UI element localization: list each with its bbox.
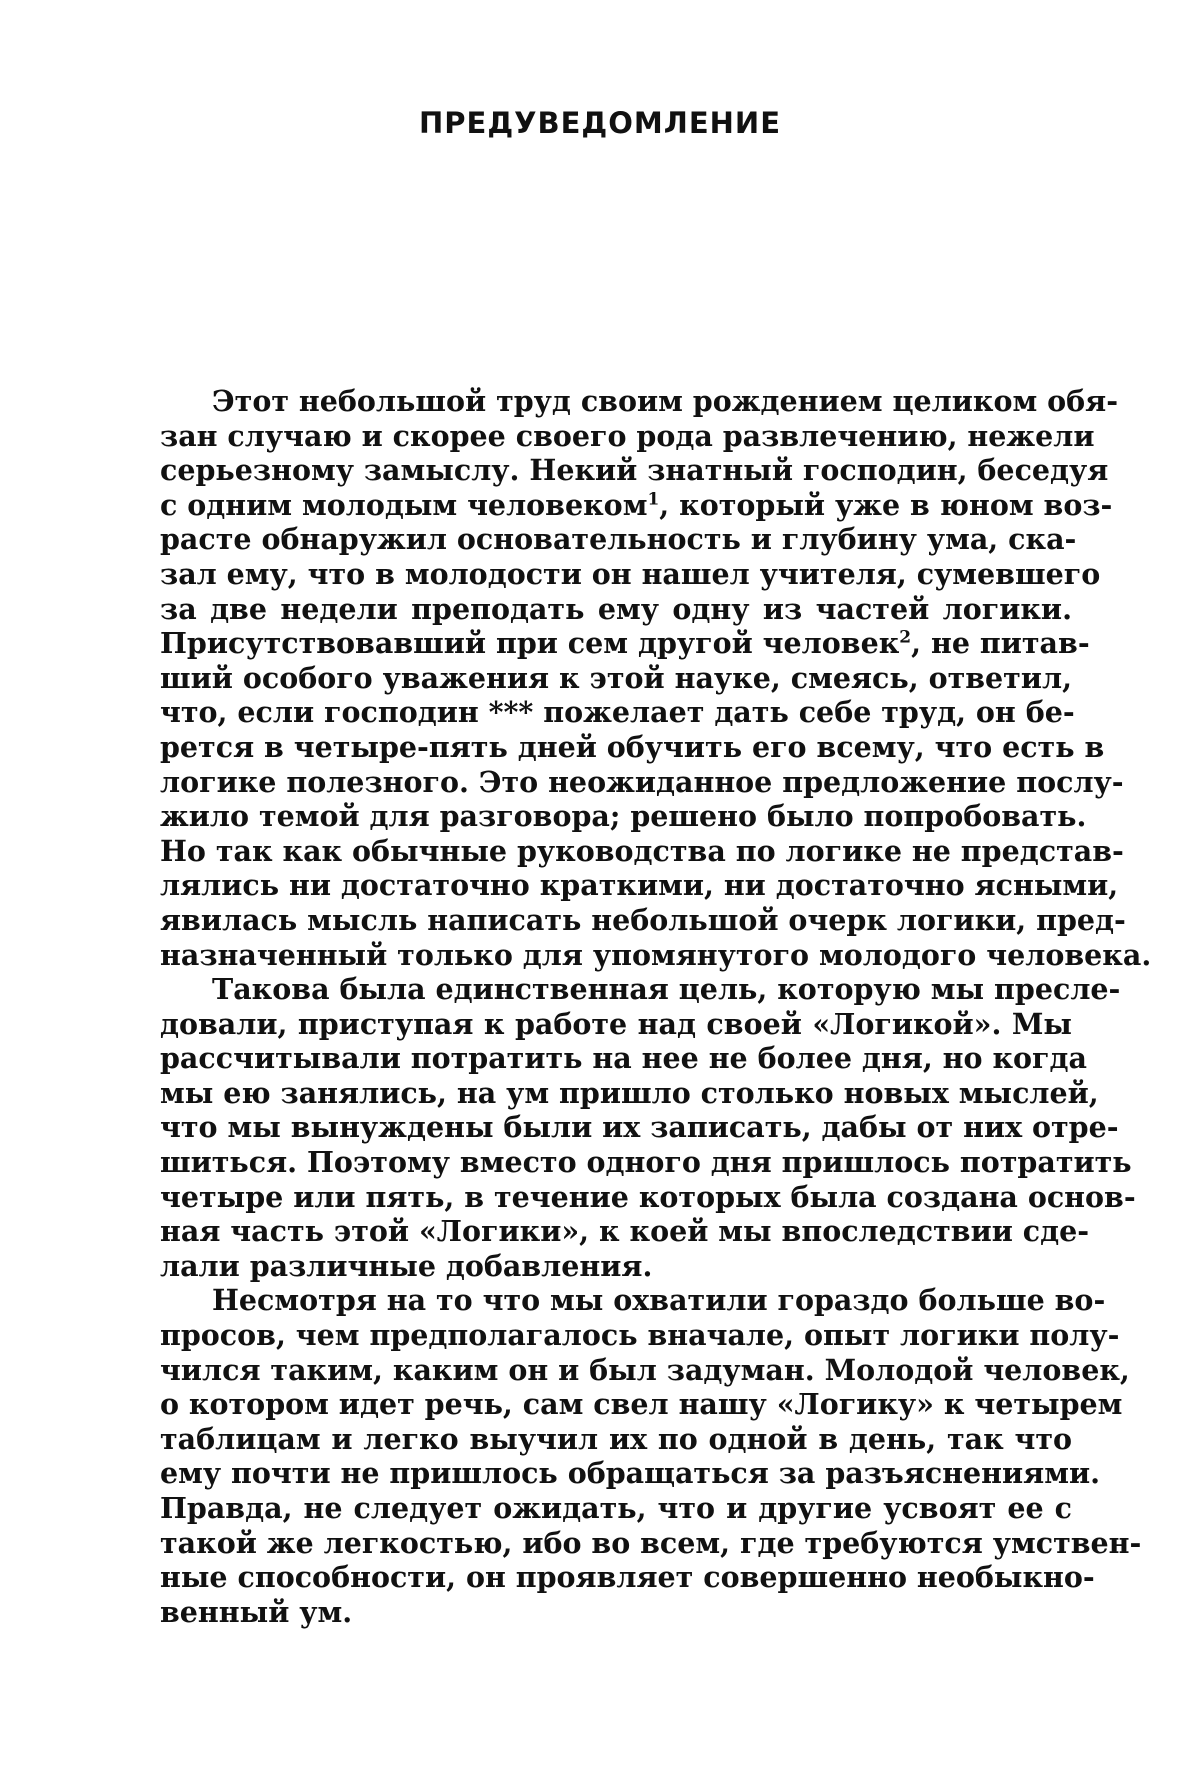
- text-line: ему почти не пришлось обращаться за разъяснениями.: [160, 1456, 1101, 1491]
- text-line: Правда, не следует ожидать, что и другие усвоят ее с: [160, 1491, 1072, 1525]
- body-text: [160, 384, 1152, 1629]
- page-heading: ПРЕДУВЕДОМЛЕНИЕ: [418, 106, 782, 140]
- text-line: мы ею занялись, на ум пришло столько новых мыслей,: [160, 1075, 1099, 1110]
- text-segment: , не питав-: [911, 626, 1090, 661]
- text-line: венный ум.: [160, 1594, 353, 1629]
- text-line: лялись ни достаточно краткими, ни достаточно ясными,: [160, 868, 1119, 903]
- text-line: зан случаю и скорее своего рода развлечению, нежели: [160, 418, 1095, 453]
- text-line: рется в четыре-пять дней обучить его всему, что есть в: [160, 729, 1105, 764]
- footnote-marker: 2: [899, 627, 912, 648]
- paragraph: [160, 1283, 1142, 1629]
- text-line: жило темой для разговора; решено было попробовать.: [160, 799, 1087, 834]
- text-segment: Присутствовавший при сем другой человек: [160, 626, 900, 661]
- text-line: расте обнаружил основательность и глубину ума, ска-: [160, 522, 1077, 557]
- text-line: назначенный только для упомянутого молодого человека.: [160, 937, 1152, 972]
- text-line: Но так как обычные руководства по логике не представ-: [160, 833, 1124, 868]
- text-line: просов, чем предполагалось вначале, опыт логики полу-: [160, 1318, 1120, 1353]
- text-line: рассчитывали потратить на нее не более дня, но когда: [160, 1041, 1087, 1076]
- text-segment: с одним молодым человеком: [160, 487, 648, 522]
- text-line: Такова была единственная цель, которую мы пресле-: [212, 972, 1121, 1007]
- text-line: довали, приступая к работе над своей «Логикой». Мы: [160, 1006, 1072, 1041]
- text-line: за две недели преподать ему одну из частей логики.: [160, 591, 1072, 626]
- footnote-marker: 1: [647, 489, 660, 510]
- text-line: явилась мысль написать небольшой очерк логики, пред-: [160, 902, 1126, 937]
- text-line: такой же легкостью, ибо во всем, где требуются умствен-: [160, 1525, 1142, 1560]
- paragraph: [160, 972, 1136, 1283]
- text-line: логике полезного. Это неожиданное предложение послу-: [160, 764, 1124, 799]
- text-line: [160, 626, 1090, 661]
- text-line: о котором идет речь, сам свел нашу «Логику» к четырем: [160, 1387, 1123, 1422]
- text-line: таблицам и легко выучил их по одной в день, так что: [160, 1421, 1072, 1456]
- text-line: что, если господин *** пожелает дать себе труд, он бе-: [160, 695, 1075, 730]
- text-line: лали различные добавления.: [160, 1248, 653, 1283]
- text-line: Этот небольшой труд своим рождением целиком обя-: [212, 384, 1119, 418]
- text-line: что мы вынуждены были их записать, дабы от них отре-: [160, 1110, 1119, 1145]
- text-line: серьезному замыслу. Некий знатный господин, беседуя: [160, 453, 1109, 488]
- text-line: зал ему, что в молодости он нашел учителя, сумевшего: [160, 556, 1101, 591]
- text-line: шиться. Поэтому вместо одного дня пришлось потратить: [160, 1145, 1132, 1180]
- text-line: ший особого уважения к этой науке, смеясь, ответил,: [160, 660, 1072, 695]
- text-line: четыре или пять, в течение которых была создана основ-: [160, 1179, 1136, 1214]
- text-line: ная часть этой «Логики», к коей мы впоследствии сде-: [160, 1214, 1090, 1249]
- text-line: чился таким, каким он и был задуман. Молодой человек,: [160, 1352, 1130, 1387]
- text-line: [160, 487, 1113, 523]
- paragraph: [160, 384, 1152, 972]
- text-line: Несмотря на то что мы охватили гораздо больше во-: [212, 1283, 1106, 1318]
- text-segment: , который уже в юном воз-: [659, 487, 1113, 522]
- text-line: ные способности, он проявляет совершенно необыкно-: [160, 1560, 1095, 1595]
